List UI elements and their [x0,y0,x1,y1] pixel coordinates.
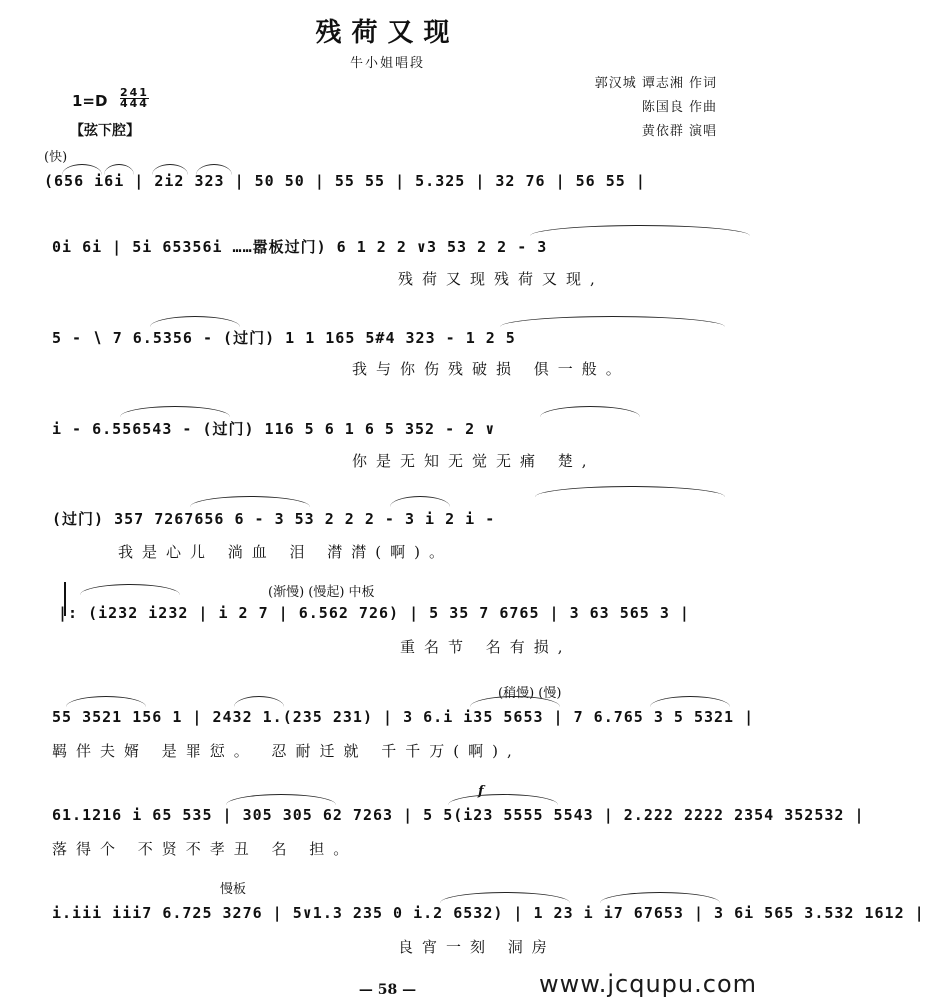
meter-top: 241 [120,86,149,99]
notation-line: 0i 6i | 5i 65356i ……嚣板过门) 6 1 2 2 ∨3 53 2 2 - 3 [52,238,548,256]
slur [440,892,570,903]
song-title: 残荷又现 [315,18,460,48]
notation-line: 55 3521 156 1 | 2432 1.(235 231) | 3 6.i i35 5653 | 7 6.765 3 5 5321 | [52,708,755,726]
credit-lyricist: 郭汉城 谭志湘 作词 [594,76,717,91]
notation-line: (过门) 357 7267656 6 - 3 53 2 2 2 - 3 i 2 i - [52,510,496,528]
tempo-mark: (稍慢) (慢) [498,686,562,701]
slur [66,696,146,707]
slur [62,164,102,175]
slur [535,486,725,497]
slur [234,696,284,707]
dynamic-mark: f [478,784,484,799]
slur [80,584,180,595]
lyric-line: 重名节 名有损, [400,638,572,656]
song-subtitle: 牛小姐唱段 [349,56,425,71]
notation-line: |: (i232 i232 | i 2 7 | 6.562 726) | 5 35 7 6765 | 3 63 565 3 | [58,604,690,622]
slur [104,164,134,175]
tempo-mark: (快) [44,150,68,165]
notation-line: 5 - ∖ 7 6.5356 - (过门) 1 1 165 5#4 323 - 1 2 5 [52,329,516,347]
lyric-line: 残荷又现残荷又现, [398,270,604,288]
notation-line: 61.1216 i 65 535 | 305 305 62 7263 | 5 5(i23 5555 5543 | 2.222 2222 2354 352532 | [52,806,865,824]
slur [650,696,730,707]
slur [390,496,450,507]
lyric-line: 良宵一刻 洞房 [398,938,556,956]
notation-line: i.iii iii7 6.725 3276 | 5∨1.3 235 0 i.2 6532) | 1 23 i i7 67653 | 3 6i 565 3.532 1612 | [52,904,925,922]
credit-composer: 陈国良 作曲 [641,100,717,115]
slur [120,406,230,417]
lyric-line: 我是心儿 淌血 泪 潸潸(啊)。 [118,543,454,561]
lyric-line: 你是无知无觉无痛 楚, [352,452,596,470]
notation-line: (656 i6i | 2i2 323 | 50 50 | 55 55 | 5.325 | 32 76 | 56 55 | [44,172,646,190]
page-number: — 58 — [358,982,417,998]
slur [196,164,232,175]
lyric-line: 羁伴夫婿 是罪愆。 忍耐迁就 千千万(啊), [52,742,521,760]
key-signature: 1=D [72,92,108,110]
tempo-mark: (渐慢) (慢起) 中板 [268,585,375,600]
notation-line: i - 6.556543 - (过门) 116 5 6 1 6 5 352 - 2 ∨ [52,420,496,438]
credit-performer: 黄依群 演唱 [641,124,717,139]
time-signature [120,88,149,109]
slur [540,406,640,417]
slur [530,225,750,236]
slur [448,794,558,805]
slur [152,164,188,175]
slur [226,794,336,805]
lyric-line: 我与你伤残破损 俱一般。 [352,360,630,378]
slur [600,892,720,903]
slur [190,496,310,507]
tempo-mark: 慢板 [220,882,247,897]
slur [500,316,725,327]
slur [150,316,240,327]
site-watermark: www.jcqupu.com [539,970,757,998]
lyric-line: 落得个 不贤不孝丑 名 担。 [52,840,358,858]
style-marking: 【弦下腔】 [70,123,140,139]
meter-bottom: 444 [120,97,149,110]
